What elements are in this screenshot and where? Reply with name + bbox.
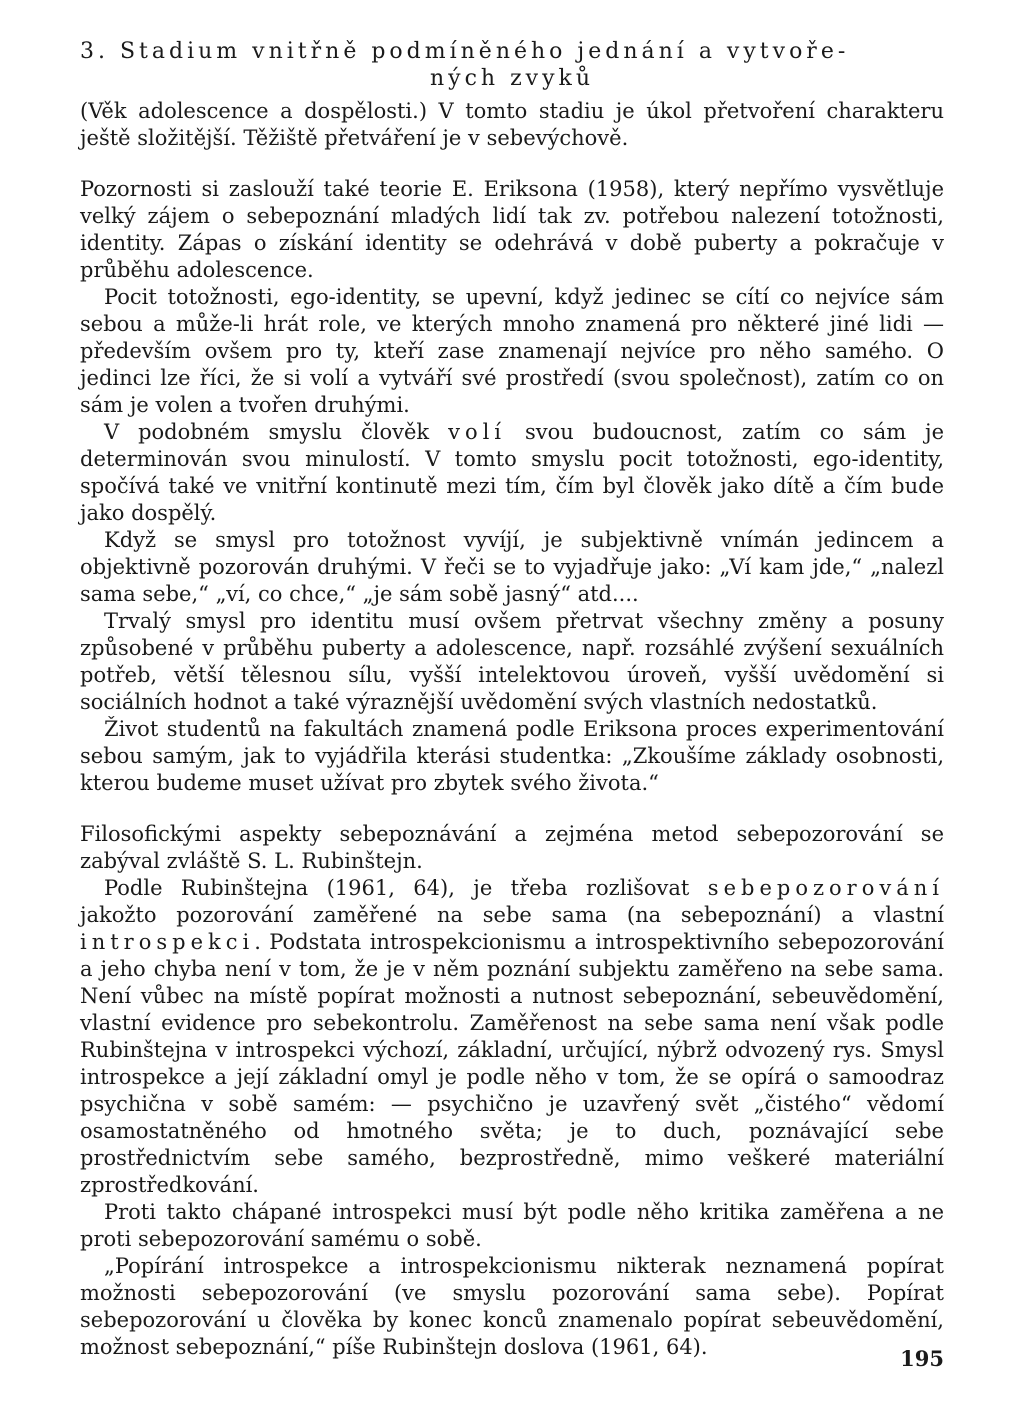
paragraph-introspection [80,875,944,1199]
p4-spaced-word: volí [448,420,507,444]
paragraph-age-note: (Věk adolescence a dospělosti.) V tomto stadiu je úkol přetvoření charakteru ještě složitější. Těžiště přetváření je v sebevýchově. [80,99,944,150]
page-body [80,38,944,1361]
paragraph-quote: „Popírání introspekce a introspekcionismu nikterak neznamená popírat možnosti sebepozorování (ve smyslu pozorování sama sebe). Popírat sebepozorování u člověka by konec konců znamenalo popírat sebeuvědomění, možnost sebepoznání,“ píše Rubinštejn doslova (1961, 64). [80,1254,944,1359]
page-number: 195 [900,1346,944,1371]
p9-start: Podle Rubinštejna (1961, 64), je třeba rozlišovat [104,876,690,900]
paragraph-lasting-identity: Trvalý smysl pro identitu musí ovšem přetrvat všechny změny a posuny způsobené v průběhu puberty a adolescence, např. rozsáhlé zvýšení sexuálních potřeb, větší tělesnou sílu, vyšší intelektovou úroveň, vyšší uvědomění si sociálních hodnot a také výraznější uvědomění svých vlastních nedostatků. [80,609,944,714]
p9-end: . Podstata introspekcionismu a introspektivního sebepozorování a jeho chyba není v tom, že je v něm poznání subjektu zaměřeno na sebe sama. Není vůbec na místě popírat možnosti a nutnost sebepoznání, sebeuvědomění, vlastní evidence pro sebekontrolu. Zaměřenost na sebe sama není však podle Rubinštejna v introspekci výchozí, základní, určující, nýbrž odvozený rys. Smysl introspekce a její základní omyl je podle něho v tom, že se opírá o samoodraz psychična v sobě samém: — psychično je uzavřený svět „čistého“ vědomí osamostatněného od hmotného světa; je to duch, poznávající sebe prostřednictvím sebe samého, bezprostředně, mimo veškeré materiální zprostředkování. [80,930,944,1197]
paragraph-student-life: Život studentů na fakultách znamená podle Eriksona proces experimentování sebou samým, jak to vyjádřila kterási studentka: „Zkoušíme základy osobnosti, kterou budeme muset užívat pro zbytek svého života.“ [80,717,944,795]
p9-spaced-word-2: introspekci [80,930,255,954]
paragraph-erikson-intro: Pozornosti si zaslouží také teorie E. Eriksona (1958), který nepřímo vysvětluje velký zájem o sebepoznání mladých lidí tak zv. potřebou nalezení totožnosti, identity. Zápas o získání identity se odehrává v době puberty a pokračuje v průběhu adolescence. [80,177,944,282]
paragraph-rubinstejn-intro: Filosofickými aspekty sebepoznávání a zejména metod sebepozorování se zabýval zvláště S. L. Rubinštejn. [80,822,944,873]
heading-line-2: ných zvyků [429,66,595,91]
paragraph-future-past [80,419,944,527]
section-heading [80,38,944,92]
p9-mid: jakožto pozorování zaměřené na sebe sama (na sebepoznání) a vlastní [80,903,944,927]
p9-spaced-word-1: sebepozorování [707,876,944,900]
paragraph-critique: Proti takto chápané introspekci musí být podle něho kritika zaměřena a ne proti sebepozorování samému o sobě. [80,1200,944,1251]
heading-line-1: 3. Stadium vnitřně podmíněného jednání a vytvoře- [80,39,850,64]
paragraph-sense-of-identity: Když se smysl pro totožnost vyvíjí, je subjektivně vnímán jedincem a objektivně pozorován druhými. V řeči se to vyjadřuje jako: „Ví kam jde,“ „nalezl sama sebe,“ „ví, co chce,“ „je sám sobě jasný“ atd.... [80,528,944,606]
paragraph-ego-identity: Pocit totožnosti, ego-identity, se upevní, když jedinec se cítí co nejvíce sám sebou a může-li hrát role, ve kterých mnoho znamená pro některé jiné lidi — především ovšem pro ty, kteří zase znamenají nejvíce pro něho samého. O jedinci lze říci, že si volí a vytváří své prostředí (svou společnost), zatím co on sám je volen a tvořen druhými. [80,285,944,417]
p4-start: V podobném smyslu člověk [104,420,430,444]
p4-end: svou budoucnost, zatím co sám je determinován svou minulostí. V tomto smyslu pocit totožnosti, ego-identity, spočívá také ve vnitřní kontinutě mezi tím, čím byl člověk jako dítě a čím bude jako dospělý. [80,420,945,525]
